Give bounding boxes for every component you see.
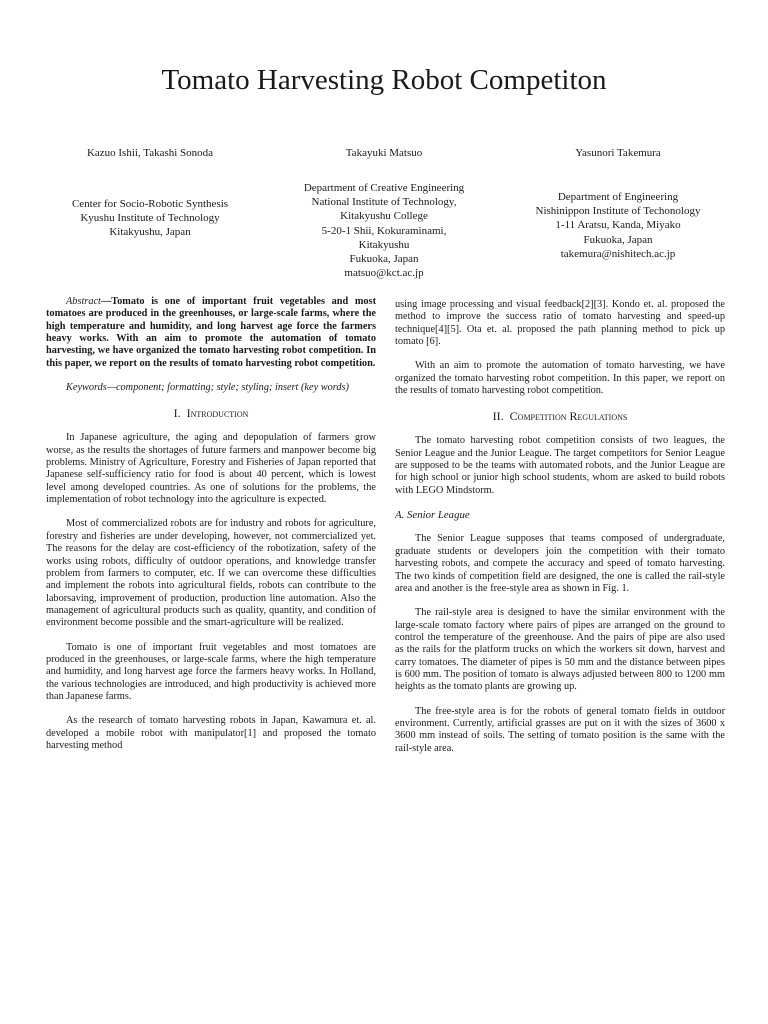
affiliation-line: Fukuoka, Japan	[583, 233, 653, 246]
author-2-email: matsuo@kct.ac.jp	[344, 267, 424, 280]
right-column	[395, 299, 725, 767]
intro-paragraph: Tomato is one of important fruit vegetables and most tomatoes are produced in the greenhouses, or large-scale farms, where the high temperature and humidity, and long harvest age force the farmers heavy works. In Holland, the various technologies are introduced, and high productivity is achieved more than Japanese farms.	[46, 641, 376, 702]
senior-league-paragraph: The rail-style area is designed to have the similar environment with the large-scale tomato factory where pairs of pipes are arranged on the ground to control the temperature of the greenhouse. And the pairs of pipe are also used as the rails for the platform trucks on which the workers sit down, harvest and carry tomatoes. The diameter of pipes is 50 mm and the distance between pipes is 600 mm. The position of tomato is always adjusted between 800 to 1200 mm heights as the tomato plants are growing up.	[395, 607, 725, 693]
subsection-senior-league-heading	[395, 509, 725, 521]
keywords-label: Keywords	[66, 382, 107, 394]
affiliation-line: 5-20-1 Shii, Kokuraminami,	[321, 224, 447, 237]
keywords-dash: —	[106, 382, 116, 394]
regulations-intro: The tomato harvesting robot competition consists of two leagues, the Senior League and the Junior League. The target competitors for Senior League are supposed to be the teams with automated robots, and the Junior League are for high school or junior high school students, whom are asked to build robots with LEGO Mindstorm.	[395, 435, 725, 496]
affiliation-line: Kitakyushu College	[340, 210, 428, 223]
author-1-name: Kazuo Ishii, Takashi Sonoda	[86, 147, 214, 159]
section-2-title: Competition Regulations	[509, 409, 628, 424]
affiliation-line: National Institute of Technology,	[311, 196, 457, 209]
author-3-email: takemura@nishitech.ac.jp	[560, 247, 676, 260]
author-3-name: Yasunori Takemura	[575, 147, 661, 159]
affiliation-line: Center for Socio-Robotic Synthesis	[71, 198, 229, 210]
intro-paragraph: As the research of tomato harvesting robots in Japan, Kawamura et. al. developed a mobile robot with manipulator[1] and proposed the tomato harvesting method	[46, 715, 376, 751]
section-1-title: Introduction	[186, 406, 249, 421]
affiliation-line: Nishinippon Institute of Techonology	[535, 205, 701, 218]
intro-continuation: using image processing and visual feedback[2][3]. Kondo et. al. proposed the method to improve the success ratio of tomato harvesting and speed-up technique[4][5]. Ota et. al. proposed the path planning method to pick up tomato [6].	[395, 299, 725, 348]
subsection-label: A.	[395, 509, 405, 522]
affiliation-line: Kitakyushu	[358, 238, 410, 251]
affiliation-line: Department of Engineering	[557, 191, 679, 203]
author-1-affiliation	[40, 197, 260, 240]
abstract-text: Tomato is one of important fruit vegetables and most tomatoes are produced in the greenhouses, or large-scale farms, where the high temperature and humidity, and long harvest age force the farmers heavy works. With an aim to promote the automation of tomato harvesting, we have organized the tomato harvesting robot competition. In this paper, we report on the results of tomato harvesting robot competition.	[46, 296, 376, 369]
abstract	[46, 296, 376, 370]
intro-paragraph: Most of commercialized robots are for industry and robots for agriculture, forestry and fisheries are under developing, however, not commercialized yet. The reasons for the delay are cost-efficiency of the robotization, safety of the works using robots, difficulty of outdoor operations, and knowledge transfer problem from farmers to computer, etc. If we can overcome these difficulties and implement the robots into agricultural fields, robots can contribute to the laborsaving, improvement of production, production line automation. Also the management of agricultural products such as quality, quantity, and condition of environment become possible and the smart-agriculture will be realized.	[46, 518, 376, 629]
affiliation-line: Department of Creative Engineering	[303, 182, 465, 194]
abstract-label: Abstract	[66, 296, 101, 307]
section-1-number: I.	[173, 406, 181, 421]
author-2-affiliation	[274, 181, 494, 280]
affiliation-line: 1-11 Aratsu, Kanda, Miyako	[555, 219, 681, 232]
affiliation-line: Kyushu Institute of Technology	[80, 212, 220, 225]
keywords-text: component; formatting; style; styling; insert (key words)	[115, 382, 349, 394]
section-2-heading	[395, 409, 725, 423]
abstract-dash: —	[100, 296, 112, 307]
intro-paragraph: In Japanese agriculture, the aging and depopulation of farmers grow worse, as the results the shortages of future farmers and manpower become big problems. Ministry of Agriculture, Forestry and Fisheries of Japan reported that Japanese self-sufficiency ratio for food is about 40 percent, which is lowest level among developed countries. As one of solutions for the problems, the implementation of robot technology into the agriculture is expected.	[46, 432, 376, 506]
affiliation-line: Fukuoka, Japan	[349, 253, 419, 266]
subsection-title: Senior League	[407, 509, 470, 522]
paper-title: Tomato Harvesting Robot Competiton	[161, 64, 607, 96]
left-column	[46, 296, 376, 764]
section-1-heading	[46, 406, 376, 420]
senior-league-paragraph: The Senior League supposes that teams composed of undergraduate, graduate students or developers join the competition with their tomato harvesting robots, and compete the accuracy and speed of tomato harvesting. The two kinds of competition field are designed, the one is called the rail-style area and another is the free-style area as shown in Fig. 1.	[395, 533, 725, 594]
author-3-affiliation	[508, 190, 728, 261]
intro-aim-paragraph: With an aim to promote the automation of tomato harvesting, we have organized the tomato harvesting robot competition. In this paper, we report on the results of tomato harvesting robot competition.	[395, 360, 725, 397]
affiliation-line: Kitakyushu, Japan	[109, 226, 191, 239]
section-2-number: II.	[492, 409, 504, 424]
author-2-name: Takayuki Matsuo	[345, 147, 423, 159]
senior-league-paragraph: The free-style area is for the robots of general tomato fields in outdoor environment. Currently, artificial grasses are put on it with the sizes of 3600 x 3600 mm instead of soils. The setting of tomato position is the same with the rail-style area.	[395, 705, 725, 754]
keywords	[46, 382, 376, 394]
